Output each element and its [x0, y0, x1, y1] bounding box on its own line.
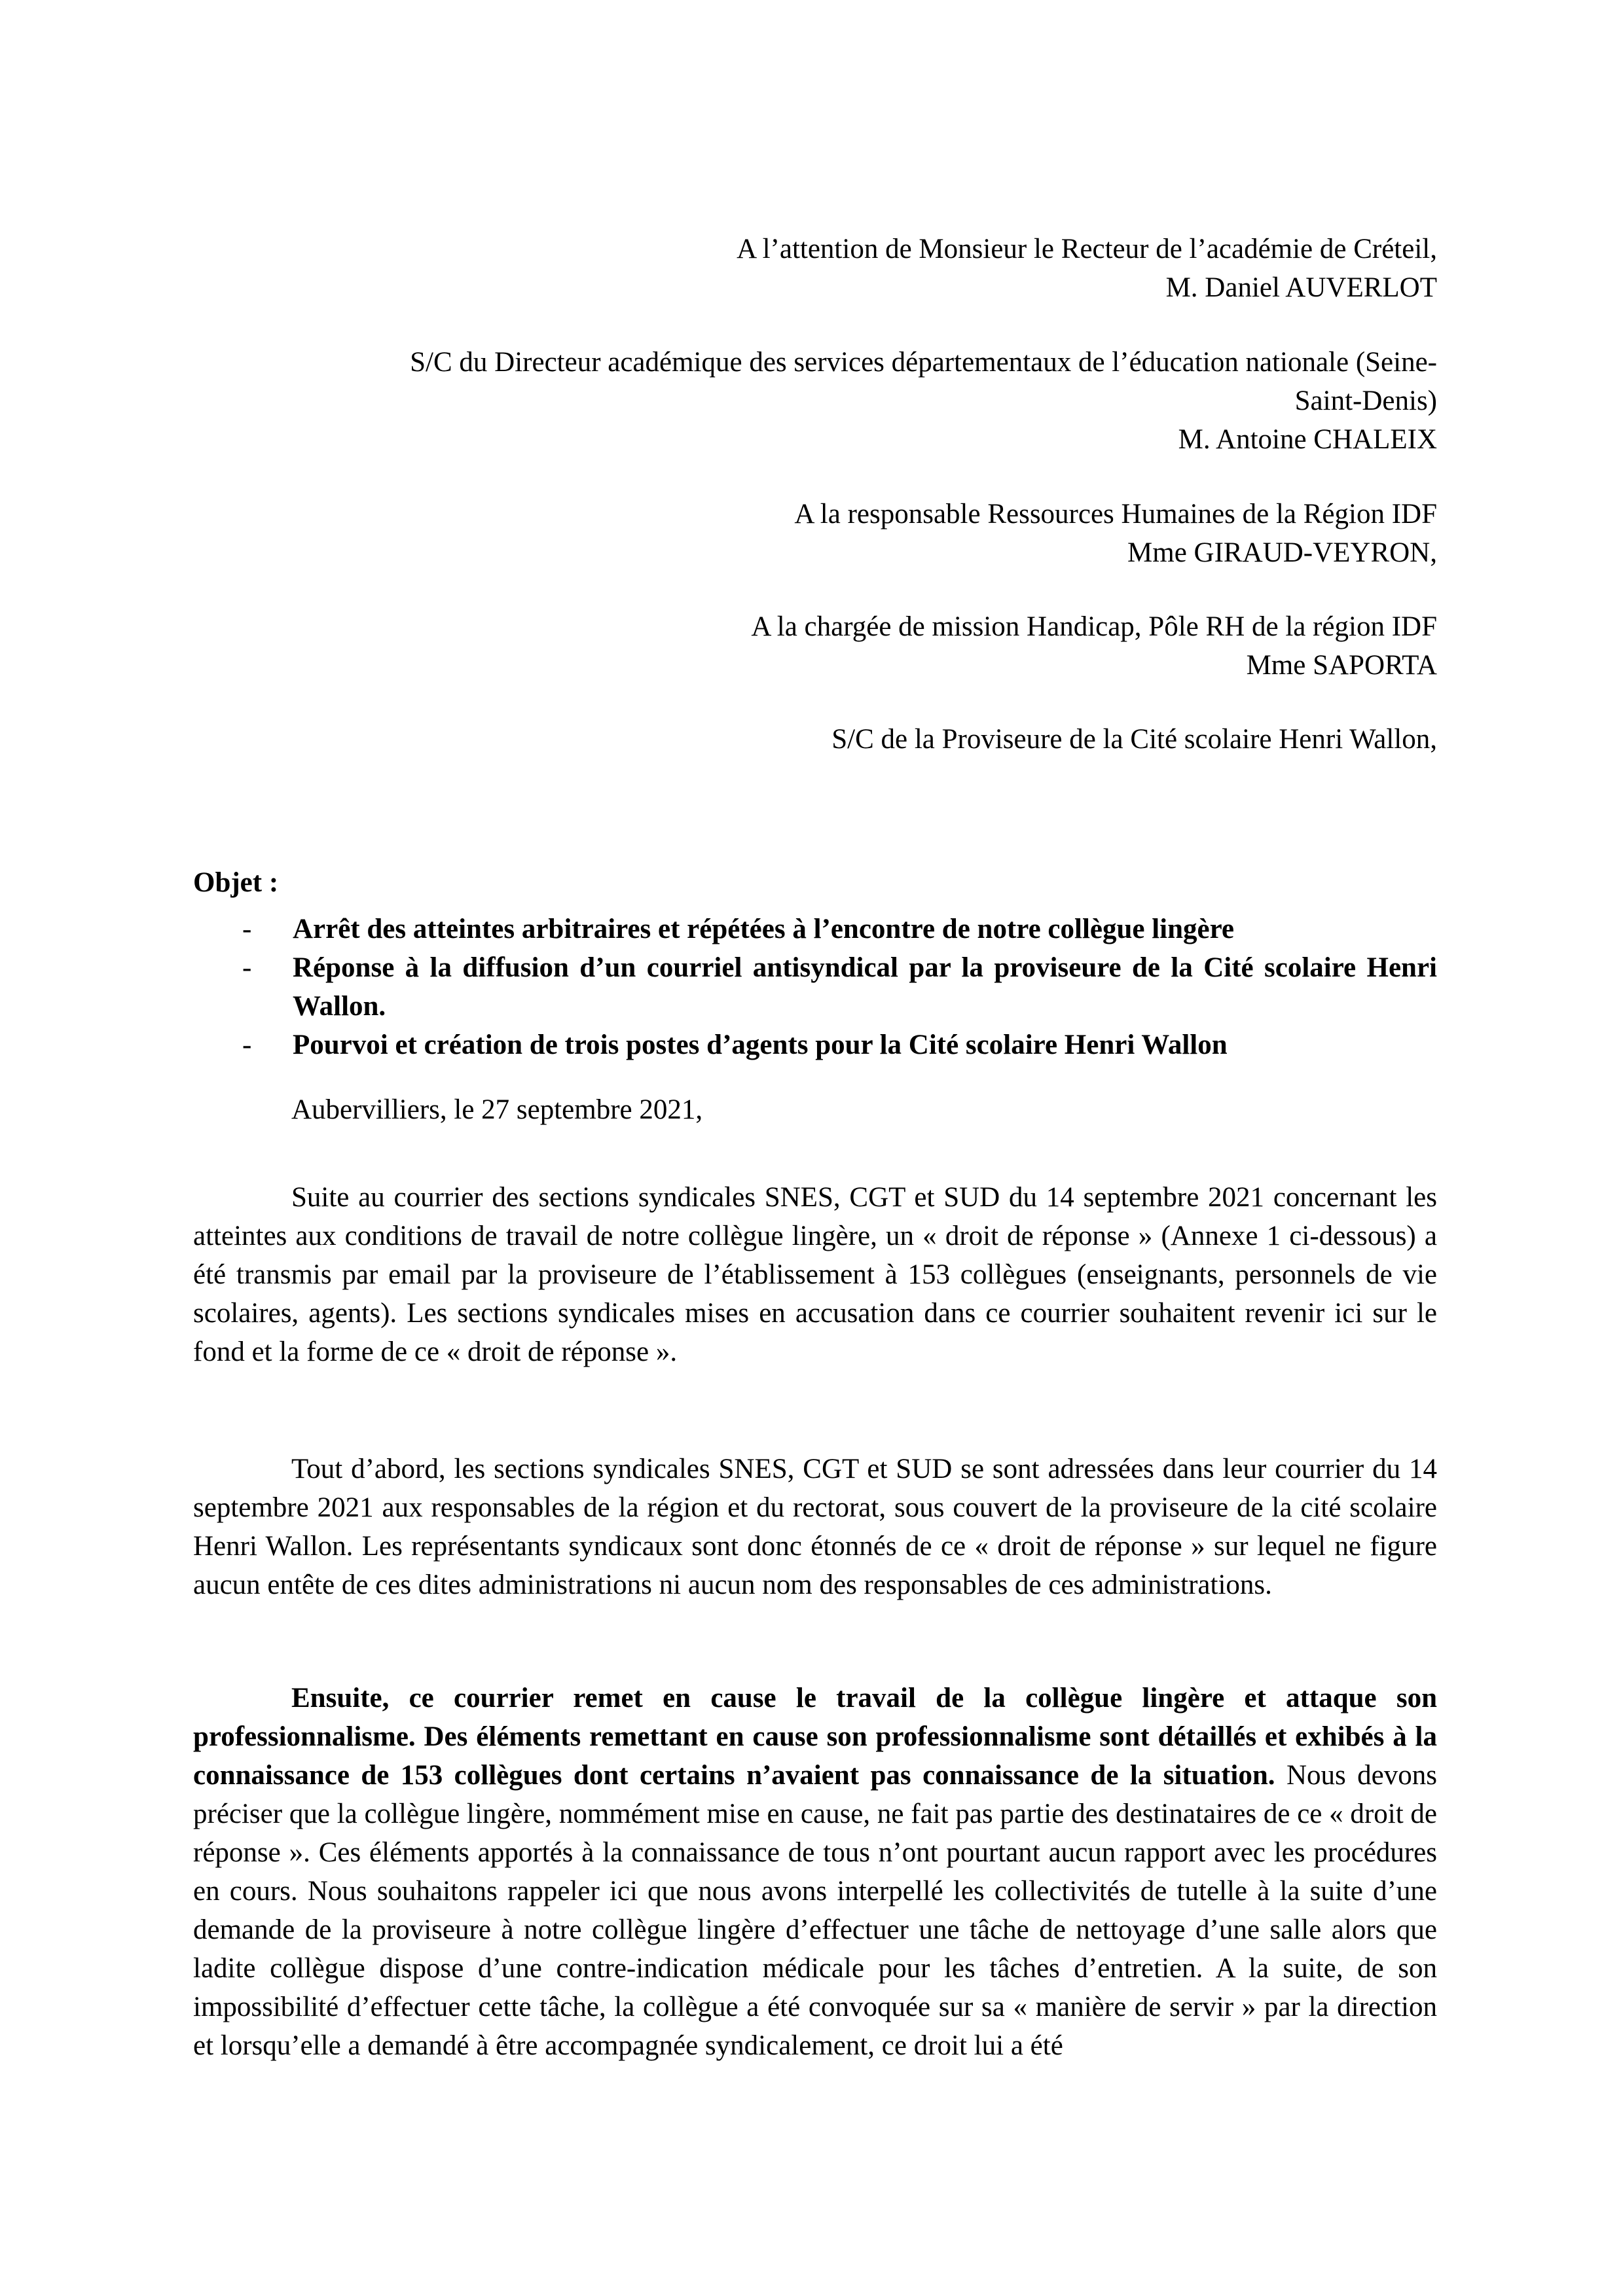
list-dash: -: [242, 914, 252, 944]
recipient-rh-name: Mme GIRAUD-VEYRON,: [1127, 537, 1437, 568]
objet-item: [193, 948, 1437, 1026]
objet-item-text: Réponse à la diffusion d’un courriel antisyndical par la proviseure de la Cité scolaire Henri Wallon.: [293, 952, 1437, 1022]
recipient-handicap-name: Mme SAPORTA: [1246, 650, 1437, 681]
recipient-handicap-line: A la chargée de mission Handicap, Pôle RH de la région IDF: [751, 611, 1437, 642]
objet-item: [193, 1026, 1437, 1064]
objet-item-text: Pourvoi et création de trois postes d’agents pour la Cité scolaire Henri Wallon: [293, 1030, 1228, 1060]
recipient-dasen: [410, 343, 1437, 459]
paragraph-3-text: Nous devons préciser que la collègue lingère, nommément mise en cause, ne fait pas partie des destinataires de ce « droit de réponse ». Ces éléments apportés à la connaissance de tous n’ont pourtant aucun rapport avec les procédures en cours. Nous souhaitons rappeler ici que nous avons interpellé les collectivités de tutelle à la suite d’une demande de la proviseure à notre collègue lingère d’effectuer une tâche de nettoyage d’une salle alors que ladite collègue dispose d’une contre-indication médicale pour les tâches d’entretien. A la suite, de son impossibilité d’effectuer cette tâche, la collègue a été convoquée sur sa « manière de servir » par la direction et lorsqu’elle a demandé à être accompagnée syndicalement, ce droit lui a été: [193, 1760, 1437, 2061]
list-dash: -: [242, 1030, 252, 1060]
paragraph-2: Tout d’abord, les sections syndicales SNES, CGT et SUD se sont adressées dans leur courrier du 14 septembre 2021 aux responsables de la région et du rectorat, sous couvert de la proviseure de la cité scolaire Henri Wallon. Les représentants syndicaux sont donc étonnés de ce « droit de réponse » sur lequel ne figure aucun entête de ces dites administrations ni aucun nom des responsables de ces administrations.: [193, 1454, 1437, 1600]
recipient-proviseure: [831, 720, 1437, 759]
paragraph-1: Suite au courrier des sections syndicales SNES, CGT et SUD du 14 septembre 2021 concernant les atteintes aux conditions de travail de notre collègue lingère, un « droit de réponse » (Annexe 1 ci-dessous) a été transmis par email par la proviseure de l’établissement à 153 collègues (enseignants, personnels de vie scolaires, agents). Les sections syndicales mises en accusation dans ce courrier souhaitent revenir ici sur le fond et la forme de ce « droit de réponse ».: [193, 1182, 1437, 1367]
paragraph-3: [193, 1679, 1437, 2065]
paragraph-3-bold: Ensuite, ce courrier remet en cause le travail de la collègue lingère et attaque son professionnalisme. Des éléments remettant en cause son professionnalisme sont détaillés et exhibés à la connaissance de 153 collègues dont certains n’avaient pas connaissance de la situation.: [193, 1683, 1437, 1791]
list-dash: -: [242, 952, 252, 983]
recipient-dasen-line1: S/C du Directeur académique des services départementaux de l’éducation nationale (Seine-: [410, 347, 1437, 378]
recipient-rh-line: A la responsable Ressources Humaines de la Région IDF: [794, 499, 1437, 529]
recipient-dasen-line2: Saint-Denis): [1294, 386, 1437, 416]
recipient-rector-line: A l’attention de Monsieur le Recteur de l’académie de Créteil,: [737, 234, 1437, 264]
recipient-handicap: [751, 607, 1437, 685]
objet-item: [193, 910, 1437, 948]
recipient-rector: [737, 230, 1437, 307]
objet-list: [193, 910, 1437, 1064]
objet-item-text: Arrêt des atteintes arbitraires et répétées à l’encontre de notre collègue lingère: [293, 914, 1235, 944]
recipient-proviseure-line: S/C de la Proviseure de la Cité scolaire Henri Wallon,: [831, 724, 1437, 755]
objet-title: Objet :: [193, 867, 279, 898]
recipient-dasen-name: M. Antoine CHALEIX: [1178, 424, 1437, 455]
date-line: Aubervilliers, le 27 septembre 2021,: [291, 1094, 703, 1125]
recipient-rector-name: M. Daniel AUVERLOT: [1165, 272, 1437, 303]
recipient-rh: [794, 495, 1437, 572]
